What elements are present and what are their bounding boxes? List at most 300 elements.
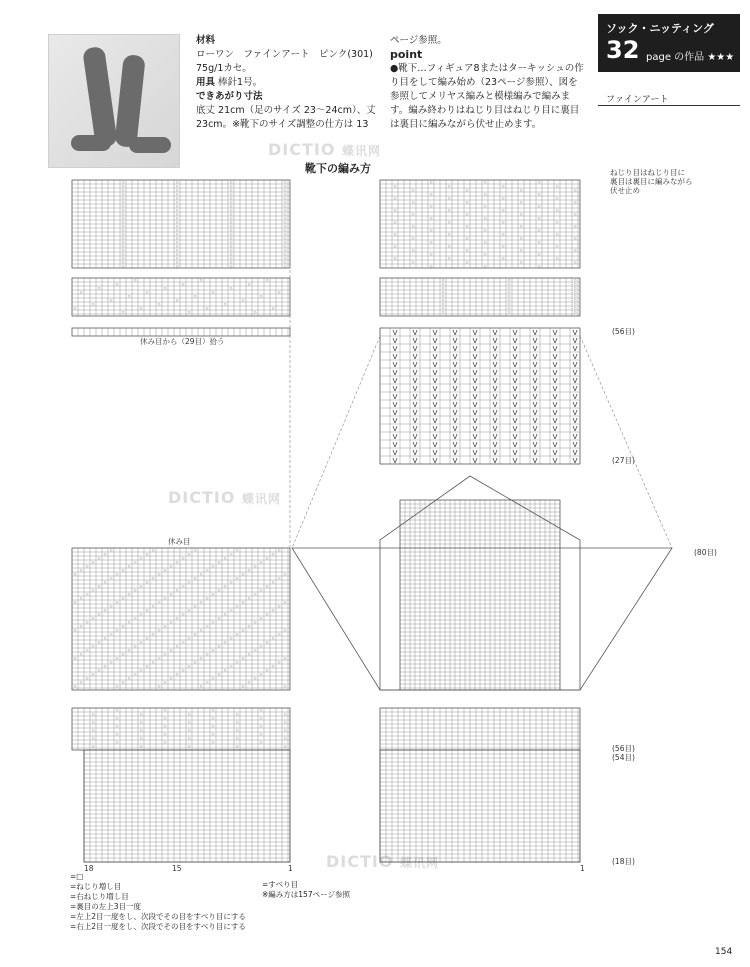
svg-text:○: ○ — [187, 552, 191, 556]
svg-text:○: ○ — [139, 668, 143, 672]
svg-text:V: V — [392, 457, 398, 465]
svg-text:V: V — [412, 361, 418, 369]
svg-text:○: ○ — [277, 660, 281, 664]
svg-text:○: ○ — [121, 200, 125, 204]
svg-text:V: V — [512, 449, 518, 457]
svg-text:○: ○ — [121, 596, 125, 600]
svg-text:V: V — [392, 425, 398, 433]
svg-text:○: ○ — [501, 232, 505, 236]
svg-text:V: V — [492, 385, 498, 393]
svg-text:V: V — [472, 457, 478, 465]
svg-text:V: V — [392, 433, 398, 441]
svg-text:V: V — [532, 401, 538, 409]
svg-text:○: ○ — [199, 628, 203, 632]
tools-text: 棒針1号。 — [218, 77, 263, 88]
svg-text:○: ○ — [133, 672, 137, 676]
yarn-amount: 75g/1カセ。 — [196, 63, 252, 74]
svg-text:○: ○ — [411, 200, 415, 204]
series-label: ソック・ニッティング — [606, 22, 714, 35]
svg-text:○: ○ — [97, 584, 101, 588]
svg-text:○: ○ — [103, 608, 107, 612]
svg-text:○: ○ — [573, 298, 577, 302]
svg-text:○: ○ — [121, 624, 125, 628]
legend-slip: =すべり目 — [262, 880, 299, 889]
svg-text:○: ○ — [199, 600, 203, 604]
svg-text:○: ○ — [181, 282, 185, 286]
cuff-right-2-eyelets — [442, 278, 577, 314]
svg-text:○: ○ — [483, 252, 487, 256]
legend-ref: ※編み方は157ページ参照 — [262, 890, 350, 899]
svg-text:○: ○ — [115, 572, 119, 576]
svg-text:○: ○ — [121, 240, 125, 244]
svg-text:V: V — [552, 369, 558, 377]
svg-text:○: ○ — [483, 204, 487, 208]
pickup-row-left — [72, 328, 290, 336]
svg-text:○: ○ — [85, 620, 89, 624]
svg-text:○: ○ — [265, 278, 269, 282]
svg-text:○: ○ — [247, 652, 251, 656]
svg-text:○: ○ — [73, 656, 77, 660]
svg-text:○: ○ — [393, 256, 397, 260]
svg-text:○: ○ — [91, 728, 95, 732]
svg-text:○: ○ — [429, 216, 433, 220]
svg-text:○: ○ — [259, 732, 263, 736]
rest-stitch-note: 休み目 — [168, 537, 191, 546]
svg-text:○: ○ — [175, 224, 179, 228]
svg-text:V: V — [532, 393, 538, 401]
svg-text:V: V — [452, 409, 458, 417]
svg-text:○: ○ — [507, 306, 511, 310]
svg-text:V: V — [432, 369, 438, 377]
svg-text:V: V — [532, 361, 538, 369]
svg-text:○: ○ — [211, 648, 215, 652]
foot-chart-right — [380, 708, 580, 750]
svg-text:V: V — [512, 425, 518, 433]
svg-text:○: ○ — [115, 732, 119, 736]
svg-text:V: V — [532, 369, 538, 377]
svg-text:V: V — [512, 409, 518, 417]
svg-text:○: ○ — [121, 228, 125, 232]
yarn-text: ローワン ファインアート ピンク(301) — [196, 49, 373, 60]
svg-text:V: V — [392, 449, 398, 457]
svg-text:○: ○ — [573, 306, 577, 310]
svg-text:○: ○ — [229, 228, 233, 232]
svg-text:○: ○ — [175, 204, 179, 208]
svg-text:○: ○ — [537, 264, 541, 268]
svg-text:V: V — [472, 401, 478, 409]
svg-text:V: V — [552, 401, 558, 409]
svg-text:○: ○ — [507, 290, 511, 294]
svg-text:○: ○ — [175, 244, 179, 248]
svg-text:○: ○ — [229, 232, 233, 236]
svg-text:V: V — [572, 361, 578, 369]
svg-text:○: ○ — [283, 200, 287, 204]
svg-text:○: ○ — [223, 556, 227, 560]
svg-text:○: ○ — [393, 220, 397, 224]
svg-text:○: ○ — [73, 306, 77, 310]
svg-text:○: ○ — [277, 576, 281, 580]
svg-text:V: V — [412, 385, 418, 393]
svg-text:○: ○ — [163, 724, 167, 728]
svg-text:○: ○ — [229, 208, 233, 212]
svg-text:V: V — [492, 409, 498, 417]
svg-text:○: ○ — [507, 302, 511, 306]
svg-text:○: ○ — [229, 184, 233, 188]
pickup-note: 休み目から（29目）拾う — [140, 337, 225, 346]
svg-text:V: V — [512, 337, 518, 345]
svg-text:○: ○ — [247, 568, 251, 572]
row-15: 15 — [172, 864, 182, 873]
svg-text:V: V — [552, 353, 558, 361]
svg-text:○: ○ — [555, 208, 559, 212]
svg-text:○: ○ — [283, 228, 287, 232]
svg-text:○: ○ — [121, 224, 125, 228]
svg-text:○: ○ — [235, 720, 239, 724]
svg-text:○: ○ — [115, 684, 119, 688]
svg-text:V: V — [432, 329, 438, 337]
svg-text:○: ○ — [133, 278, 137, 282]
svg-text:○: ○ — [193, 294, 197, 298]
svg-text:○: ○ — [121, 248, 125, 252]
svg-text:V: V — [552, 329, 558, 337]
svg-text:V: V — [532, 377, 538, 385]
svg-text:○: ○ — [229, 636, 233, 640]
svg-text:○: ○ — [121, 310, 125, 314]
svg-text:V: V — [532, 329, 538, 337]
svg-text:○: ○ — [139, 640, 143, 644]
svg-text:○: ○ — [283, 224, 287, 228]
svg-text:○: ○ — [85, 648, 89, 652]
svg-text:○: ○ — [79, 568, 83, 572]
svg-text:V: V — [452, 449, 458, 457]
svg-text:○: ○ — [441, 302, 445, 306]
svg-text:○: ○ — [175, 216, 179, 220]
svg-text:○: ○ — [181, 584, 185, 588]
svg-text:○: ○ — [169, 676, 173, 680]
svg-text:V: V — [412, 409, 418, 417]
svg-text:○: ○ — [277, 604, 281, 608]
svg-text:○: ○ — [555, 256, 559, 260]
svg-text:○: ○ — [555, 244, 559, 248]
svg-text:○: ○ — [537, 252, 541, 256]
svg-text:V: V — [392, 393, 398, 401]
svg-text:○: ○ — [519, 200, 523, 204]
svg-text:○: ○ — [441, 286, 445, 290]
svg-text:○: ○ — [229, 216, 233, 220]
svg-text:V: V — [452, 369, 458, 377]
svg-text:○: ○ — [283, 220, 287, 224]
svg-text:○: ○ — [211, 732, 215, 736]
svg-text:V: V — [472, 441, 478, 449]
svg-text:○: ○ — [447, 256, 451, 260]
svg-text:V: V — [432, 361, 438, 369]
svg-text:○: ○ — [429, 240, 433, 244]
legend-item4: =左上2目一度をし、次段でその目をすべり目にする — [70, 912, 246, 921]
count-27: (27目) — [612, 456, 635, 465]
svg-text:○: ○ — [573, 290, 577, 294]
svg-text:○: ○ — [573, 294, 577, 298]
svg-text:○: ○ — [79, 624, 83, 628]
svg-text:V: V — [452, 401, 458, 409]
legend-item2: =右ねじり増し目 — [70, 892, 129, 901]
svg-text:V: V — [532, 441, 538, 449]
svg-text:○: ○ — [465, 188, 469, 192]
svg-text:○: ○ — [573, 212, 577, 216]
svg-text:V: V — [512, 457, 518, 465]
svg-text:○: ○ — [429, 228, 433, 232]
svg-text:V: V — [392, 441, 398, 449]
svg-text:○: ○ — [187, 636, 191, 640]
size-heading: できあがり寸法 — [196, 91, 263, 102]
svg-text:V: V — [492, 393, 498, 401]
svg-text:V: V — [532, 353, 538, 361]
svg-text:V: V — [492, 337, 498, 345]
svg-text:○: ○ — [393, 184, 397, 188]
svg-text:○: ○ — [163, 652, 167, 656]
svg-text:○: ○ — [441, 298, 445, 302]
svg-text:○: ○ — [241, 600, 245, 604]
svg-text:○: ○ — [121, 252, 125, 256]
svg-text:○: ○ — [519, 224, 523, 228]
svg-text:○: ○ — [253, 310, 257, 314]
svg-text:V: V — [492, 361, 498, 369]
svg-text:V: V — [432, 393, 438, 401]
svg-text:○: ○ — [187, 580, 191, 584]
svg-text:○: ○ — [115, 740, 119, 744]
svg-text:○: ○ — [139, 556, 143, 560]
svg-text:V: V — [572, 401, 578, 409]
svg-text:○: ○ — [139, 728, 143, 732]
svg-text:○: ○ — [157, 684, 161, 688]
svg-text:V: V — [472, 345, 478, 353]
svg-text:○: ○ — [121, 212, 125, 216]
svg-text:○: ○ — [501, 196, 505, 200]
svg-text:V: V — [572, 409, 578, 417]
svg-text:○: ○ — [465, 212, 469, 216]
svg-text:○: ○ — [259, 716, 263, 720]
svg-text:○: ○ — [151, 660, 155, 664]
svg-text:○: ○ — [259, 588, 263, 592]
svg-text:V: V — [492, 353, 498, 361]
svg-text:○: ○ — [193, 660, 197, 664]
svg-text:V: V — [432, 457, 438, 465]
svg-text:○: ○ — [175, 616, 179, 620]
count-54: (54目) — [612, 753, 635, 762]
bindoff-note: ねじり目はねじり目に 裏目は裏目に編みながら 伏せ止め — [610, 168, 693, 195]
svg-text:○: ○ — [283, 236, 287, 240]
watermark-bottom: DICTIO 蝶讯网 — [326, 852, 440, 871]
svg-text:○: ○ — [157, 302, 161, 306]
svg-text:V: V — [432, 425, 438, 433]
legend-item1: =ねじり増し目 — [70, 882, 122, 891]
svg-text:V: V — [412, 345, 418, 353]
svg-text:○: ○ — [175, 212, 179, 216]
svg-text:V: V — [392, 377, 398, 385]
svg-text:V: V — [572, 433, 578, 441]
toe-right-grid — [380, 750, 580, 862]
svg-text:V: V — [492, 449, 498, 457]
svg-text:○: ○ — [121, 264, 125, 268]
svg-text:V: V — [412, 449, 418, 457]
svg-text:V: V — [532, 457, 538, 465]
svg-text:○: ○ — [271, 608, 275, 612]
svg-text:○: ○ — [205, 596, 209, 600]
svg-text:○: ○ — [211, 716, 215, 720]
svg-text:○: ○ — [555, 184, 559, 188]
svg-text:○: ○ — [465, 224, 469, 228]
svg-text:V: V — [552, 449, 558, 457]
svg-text:V: V — [472, 417, 478, 425]
point-heading: point — [390, 48, 423, 61]
svg-text:○: ○ — [151, 604, 155, 608]
svg-text:V: V — [552, 417, 558, 425]
page-number: 154 — [715, 947, 733, 957]
svg-text:○: ○ — [229, 580, 233, 584]
svg-text:○: ○ — [97, 286, 101, 290]
svg-text:○: ○ — [199, 572, 203, 576]
svg-text:○: ○ — [229, 204, 233, 208]
svg-text:○: ○ — [121, 216, 125, 220]
svg-text:V: V — [412, 457, 418, 465]
svg-text:○: ○ — [157, 572, 161, 576]
svg-text:○: ○ — [283, 656, 287, 660]
ref-text: ページ参照。 — [390, 35, 447, 46]
svg-text:V: V — [412, 417, 418, 425]
row-1b: 1 — [580, 864, 585, 873]
svg-text:○: ○ — [465, 236, 469, 240]
svg-text:○: ○ — [103, 636, 107, 640]
svg-text:V: V — [412, 353, 418, 361]
svg-text:○: ○ — [235, 728, 239, 732]
svg-text:○: ○ — [169, 592, 173, 596]
svg-text:○: ○ — [447, 244, 451, 248]
svg-text:○: ○ — [519, 260, 523, 264]
svg-text:○: ○ — [441, 310, 445, 314]
instep-eyelets — [74, 548, 287, 688]
svg-text:○: ○ — [483, 228, 487, 232]
svg-text:○: ○ — [229, 188, 233, 192]
svg-text:○: ○ — [109, 576, 113, 580]
svg-text:○: ○ — [447, 184, 451, 188]
svg-text:○: ○ — [483, 216, 487, 220]
svg-text:○: ○ — [139, 306, 143, 310]
svg-text:○: ○ — [229, 224, 233, 228]
svg-text:○: ○ — [199, 656, 203, 660]
svg-text:V: V — [572, 337, 578, 345]
svg-text:○: ○ — [537, 216, 541, 220]
svg-text:○: ○ — [283, 712, 287, 716]
svg-text:○: ○ — [121, 192, 125, 196]
svg-text:○: ○ — [127, 648, 131, 652]
svg-text:○: ○ — [411, 188, 415, 192]
svg-text:V: V — [572, 345, 578, 353]
svg-text:○: ○ — [393, 232, 397, 236]
svg-text:○: ○ — [555, 232, 559, 236]
svg-text:○: ○ — [429, 252, 433, 256]
svg-text:○: ○ — [139, 584, 143, 588]
svg-text:○: ○ — [211, 620, 215, 624]
svg-text:V: V — [572, 393, 578, 401]
svg-text:○: ○ — [247, 596, 251, 600]
svg-text:○: ○ — [97, 556, 101, 560]
svg-text:V: V — [572, 417, 578, 425]
svg-text:V: V — [572, 369, 578, 377]
svg-text:○: ○ — [163, 740, 167, 744]
svg-text:V: V — [532, 425, 538, 433]
svg-text:V: V — [472, 337, 478, 345]
svg-text:○: ○ — [175, 560, 179, 564]
svg-text:○: ○ — [507, 286, 511, 290]
svg-text:○: ○ — [283, 208, 287, 212]
svg-text:○: ○ — [133, 560, 137, 564]
svg-text:○: ○ — [235, 712, 239, 716]
svg-text:○: ○ — [241, 572, 245, 576]
svg-text:V: V — [392, 417, 398, 425]
svg-text:○: ○ — [187, 728, 191, 732]
svg-text:V: V — [552, 361, 558, 369]
svg-text:○: ○ — [121, 220, 125, 224]
svg-text:○: ○ — [193, 576, 197, 580]
svg-text:V: V — [572, 353, 578, 361]
svg-text:○: ○ — [259, 724, 263, 728]
svg-text:○: ○ — [501, 256, 505, 260]
svg-text:○: ○ — [175, 256, 179, 260]
svg-text:V: V — [472, 425, 478, 433]
svg-text:○: ○ — [537, 180, 541, 184]
svg-text:○: ○ — [229, 248, 233, 252]
svg-text:○: ○ — [91, 720, 95, 724]
svg-text:V: V — [412, 401, 418, 409]
svg-text:○: ○ — [573, 282, 577, 286]
rib-chart — [380, 328, 580, 464]
svg-text:○: ○ — [73, 628, 77, 632]
svg-text:V: V — [512, 385, 518, 393]
svg-text:○: ○ — [181, 612, 185, 616]
svg-text:○: ○ — [205, 568, 209, 572]
legend-item5: =右上2目一度をし、次段でその目をすべり目にする — [70, 922, 246, 931]
svg-text:○: ○ — [181, 668, 185, 672]
row-18: 18 — [84, 864, 94, 873]
svg-text:○: ○ — [283, 232, 287, 236]
svg-text:○: ○ — [441, 278, 445, 282]
svg-text:○: ○ — [411, 236, 415, 240]
svg-text:○: ○ — [187, 310, 191, 314]
svg-text:○: ○ — [175, 672, 179, 676]
svg-text:V: V — [472, 385, 478, 393]
svg-text:○: ○ — [483, 240, 487, 244]
svg-text:○: ○ — [283, 192, 287, 196]
svg-text:○: ○ — [573, 224, 577, 228]
svg-text:○: ○ — [121, 236, 125, 240]
count-18: (18目) — [612, 857, 635, 866]
svg-text:○: ○ — [259, 672, 263, 676]
svg-text:○: ○ — [175, 240, 179, 244]
guide-line — [292, 336, 380, 548]
svg-text:○: ○ — [145, 636, 149, 640]
svg-text:○: ○ — [259, 708, 263, 712]
svg-text:○: ○ — [253, 564, 257, 568]
svg-text:○: ○ — [283, 728, 287, 732]
svg-text:○: ○ — [115, 628, 119, 632]
svg-text:○: ○ — [121, 652, 125, 656]
svg-text:○: ○ — [211, 564, 215, 568]
foot-chart-left — [72, 708, 290, 750]
svg-text:V: V — [452, 345, 458, 353]
svg-text:○: ○ — [139, 612, 143, 616]
gusset-outline — [292, 548, 672, 690]
svg-text:○: ○ — [79, 290, 83, 294]
svg-text:○: ○ — [277, 548, 281, 552]
